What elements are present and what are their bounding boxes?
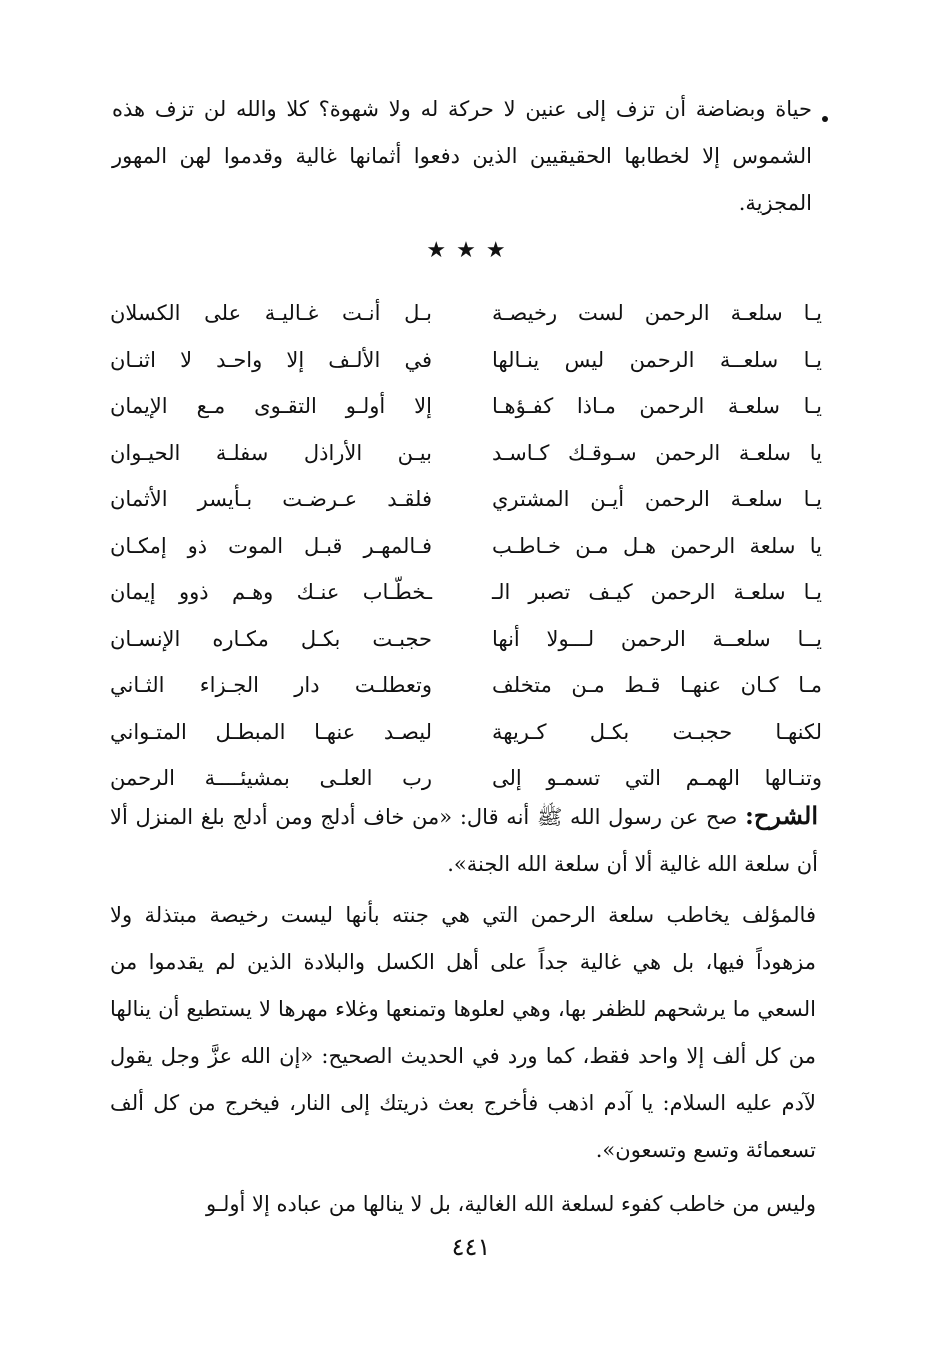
poem-verse — [110, 569, 822, 616]
verse-first-hemistich: يا سلعـة الرحمن سـوقـك كـاسـد — [492, 440, 822, 465]
poem-verse — [110, 290, 822, 337]
verse-second-hemistich: ليصـد عنهـا المبطـل المتـواني — [110, 719, 432, 744]
verse-first-hemistich: يا سلعة الرحمن هـل مـن خـاطـب — [492, 533, 822, 558]
verse-second-hemistich: بيـن الأراذل سفلـة الحيـوان — [110, 440, 432, 465]
verse-first-hemistich: يـا سلعـة الرحمن كيـف تصبر الـ — [492, 580, 822, 605]
verse-first-hemistich: وتنـالها الهمـم التي تسمـو إلى — [492, 766, 822, 791]
verse-second-hemistich: في الألـف إلا واحـد لا اثنـان — [110, 347, 432, 372]
explanation-paragraph: فالمؤلف يخاطب سلعة الرحمن التي هي جنته بأنها ليست رخيصة مبتذلة ولا مزهوداً فيها، بل هي غالية جداً على أهل الكسل والبلادة الذين لم يقدموا من السعي ما يرشحهم للظفر بها، وهي لعلوها وتمنعها وغلاء مهرها لا يستطيع أن ينالها من كل ألف إلا واحد فقط، كما ورد في الحديث الصحيح: «إن الله عزَّ وجل يقول لآدم عليه السلام: يا آدم اذهب فأخرج بعث ذريتك إلى النار، فيخرج من كل ألف تسعمائة وتسع وتسعون». — [110, 903, 816, 1162]
intro-paragraph: حياة وبضاضة أن تزف إلى عنين لا حركة له ولا شهوة؟ كلا والله لن تزف هذه الشموس إلا لخطابها الحقيقيين الذين دفعوا أثمانها غالية وقدموا لهن المهور المجزية. — [112, 97, 812, 215]
page-number: ٤٤١ — [451, 1233, 491, 1261]
verse-second-hemistich: إلا أولـو التقـوى مـع الإيمان — [110, 394, 432, 419]
poem-verse — [110, 337, 822, 384]
verse-first-hemistich: يــا سلعــة الرحمن لـــولا أنها — [492, 626, 822, 651]
verse-first-hemistich: يـا سلعـة الرحمن مـاذا كفـؤهـا — [492, 394, 822, 419]
poem-verse — [110, 523, 822, 570]
verse-first-hemistich: يـا سلعــة الرحمن ليس ينـالها — [492, 347, 822, 372]
commentary-text: صح عن رسول الله ﷺ أنه قال: «من خاف أدلج ومن أدلج بلغ المنزل ألا أن سلعة الله غالية ألا أن سلعة الله الجنة». — [110, 805, 818, 876]
verse-first-hemistich: لكنهـا حجبـت بكـل كـريهة — [492, 719, 822, 744]
commentary-label: الشرح: — [745, 801, 818, 830]
margin-dot — [822, 116, 828, 122]
verse-second-hemistich: فلقـد عـرضـت بـأيسر الأثمان — [110, 487, 432, 512]
closing-paragraph: وليس من خاطب كفوء لسلعة الله الغالية، بل لا ينالها من عباده إلا أولـو — [206, 1192, 816, 1216]
verse-second-hemistich: ـخطّـاب عنـك وهـم ذوو إيمان — [110, 580, 432, 605]
poem-verse — [110, 709, 822, 756]
poem-verse — [110, 662, 822, 709]
poem-verse — [110, 430, 822, 477]
poem-verse — [110, 476, 822, 523]
verse-second-hemistich: رب العلـى بمشيئــــة الرحمن — [110, 766, 432, 791]
commentary-paragraph — [110, 792, 818, 888]
poem-verse — [110, 616, 822, 663]
verse-second-hemistich: بـل أنـت غـاليـة على الكسلان — [110, 301, 432, 326]
verse-first-hemistich: يـا سلعـة الرحمن لست رخيصـة — [492, 301, 822, 326]
verse-first-hemistich: مـا كـان عنهـا قـط مـن متخلف — [492, 673, 822, 698]
poem-block — [110, 290, 822, 802]
verse-second-hemistich: وتعطلـت دار الجـزاء الثـاني — [110, 673, 432, 698]
poem-verse — [110, 383, 822, 430]
verse-second-hemistich: فـالمهـر قبـل الموت ذو إمكـان — [110, 533, 432, 558]
verse-second-hemistich: حجبـت بكـل مكـاره الإنسـان — [110, 626, 432, 651]
verse-first-hemistich: يـا سلعـة الرحمن أيـن المشتري — [492, 487, 822, 512]
section-separator: ★★★ — [426, 238, 516, 263]
